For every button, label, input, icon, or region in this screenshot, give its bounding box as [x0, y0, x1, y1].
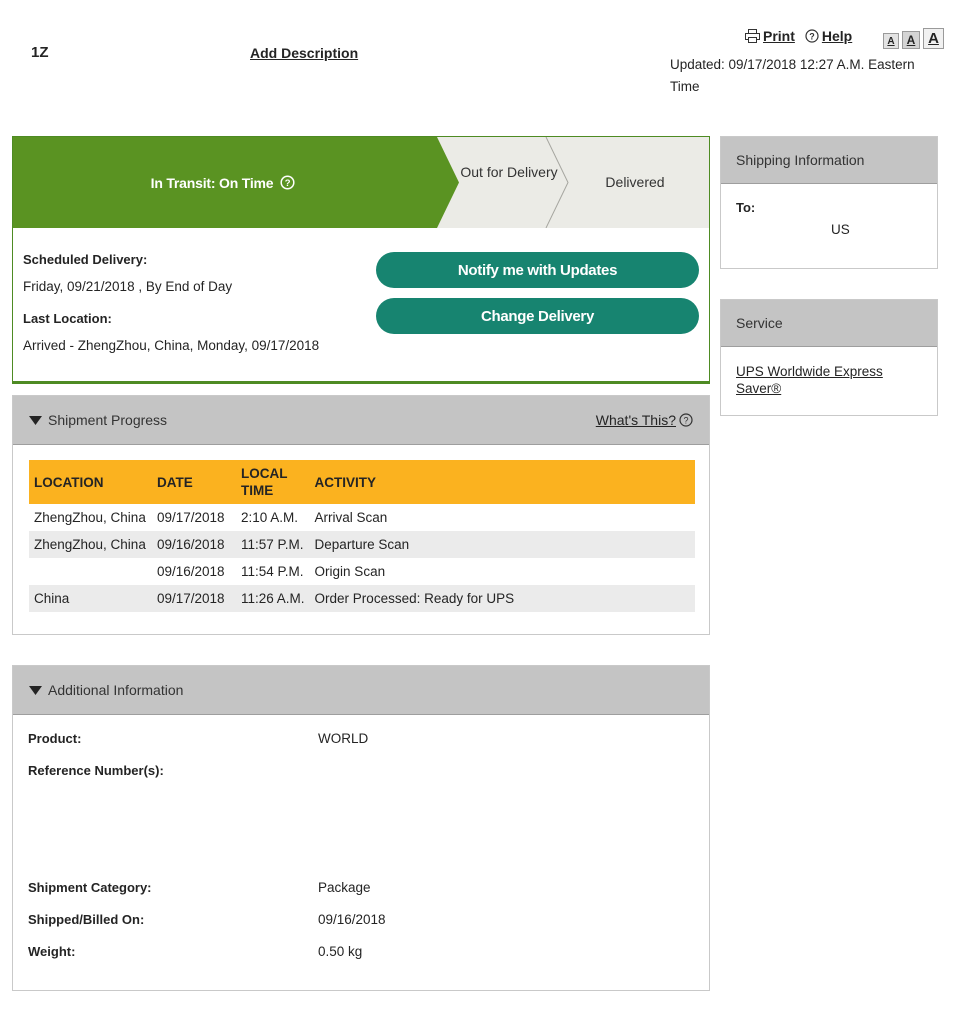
row-activity: Order Processed: Ready for UPS [310, 585, 695, 612]
row-location: ZhengZhou, China [34, 510, 146, 525]
help-icon [679, 413, 693, 427]
delivery-status-card [12, 136, 710, 384]
utility-links [745, 28, 862, 44]
row-date: 09/16/2018 [152, 531, 236, 558]
row-activity: Departure Scan [310, 531, 695, 558]
service-name-link[interactable]: UPS Worldwide Express Saver® [736, 364, 883, 396]
additional-information-header[interactable] [13, 666, 709, 715]
last-location-label: Last Location: [23, 311, 112, 326]
shipment-progress-header[interactable] [13, 396, 709, 445]
service-title: Service [721, 300, 937, 347]
last-location-value: Arrived - ZhengZhou, China, Monday, 09/17/2018 [23, 338, 320, 353]
shipping-information-panel [720, 136, 938, 269]
shipment-category-value: Package [318, 880, 371, 895]
svg-text:?: ? [809, 31, 815, 42]
svg-text:?: ? [683, 415, 689, 426]
ship-to-label: To: [736, 200, 756, 215]
updated-timestamp: Updated: 09/17/2018 12:27 A.M. Eastern Time [670, 57, 915, 94]
printer-icon [745, 29, 760, 43]
scheduled-delivery-value: Friday, 09/21/2018 , By End of Day [23, 279, 233, 294]
shipment-progress-table [29, 460, 695, 612]
info-icon[interactable] [280, 175, 295, 190]
collapse-triangle-icon[interactable] [29, 686, 42, 695]
product-label: Product: [28, 731, 82, 746]
column-header-activity: ACTIVITY [310, 460, 695, 504]
row-time: 11:54 P.M. [241, 564, 304, 579]
column-header-local-time: LOCAL TIME [236, 460, 310, 504]
row-date: 09/16/2018 [157, 564, 225, 579]
row-activity: Arrival Scan [314, 510, 388, 525]
tracking-number: 1Z [31, 44, 49, 61]
ship-to-country: US [831, 222, 850, 237]
notify-updates-button[interactable]: Notify me with Updates [376, 252, 699, 288]
weight-label: Weight: [28, 944, 76, 959]
table-header-row [29, 460, 695, 504]
print-label[interactable]: Print [763, 28, 795, 44]
column-header-date: DATE [152, 460, 236, 504]
reference-numbers-label: Reference Number(s): [28, 763, 164, 778]
font-size-medium-button[interactable]: A [902, 31, 920, 49]
help-icon [805, 29, 819, 43]
status-step-delivered: Delivered [605, 174, 665, 190]
help-label[interactable]: Help [821, 28, 853, 44]
shipped-billed-on-value: 09/16/2018 [318, 912, 386, 927]
row-time: 2:10 A.M. [241, 510, 299, 525]
whats-this-link[interactable] [596, 412, 693, 428]
font-size-small-button[interactable]: A [883, 33, 899, 49]
product-value: WORLD [318, 731, 369, 746]
status-progress-bar [13, 137, 709, 228]
row-time: 11:57 P.M. [236, 531, 310, 558]
add-description-link[interactable]: Add Description [250, 45, 359, 61]
shipment-progress-panel [12, 395, 710, 635]
whats-this-label[interactable]: What's This? [595, 412, 676, 428]
table-row [29, 585, 695, 612]
weight-value: 0.50 kg [318, 944, 363, 959]
print-link[interactable] [745, 28, 795, 44]
row-date: 09/17/2018 [152, 585, 236, 612]
additional-information-panel [12, 665, 710, 991]
table-row [29, 531, 695, 558]
row-date: 09/17/2018 [157, 510, 225, 525]
additional-information-title: Additional Information [48, 682, 184, 698]
font-size-large-button[interactable]: A [923, 28, 944, 49]
shipped-billed-on-label: Shipped/Billed On: [28, 912, 145, 927]
table-row [29, 504, 695, 531]
svg-text:?: ? [285, 178, 291, 190]
scheduled-delivery-label: Scheduled Delivery: [23, 252, 148, 267]
shipment-progress-title: Shipment Progress [48, 412, 168, 428]
row-location: China [29, 585, 152, 612]
column-header-location: LOCATION [29, 460, 152, 504]
collapse-triangle-icon[interactable] [29, 416, 42, 425]
row-location: ZhengZhou, China [29, 531, 152, 558]
service-panel [720, 299, 938, 416]
table-row [29, 558, 695, 585]
row-time: 11:26 A.M. [236, 585, 310, 612]
row-location [29, 558, 152, 585]
help-link[interactable] [805, 28, 852, 44]
current-step-label: In Transit: On Time [150, 174, 274, 191]
shipment-category-label: Shipment Category: [28, 880, 152, 895]
change-delivery-button[interactable]: Change Delivery [376, 298, 699, 334]
row-activity: Origin Scan [314, 564, 386, 579]
status-step-out-for-delivery: Out for Delivery [460, 164, 558, 180]
shipping-information-title: Shipping Information [721, 137, 937, 184]
font-size-controls [883, 28, 944, 49]
status-current-step [13, 137, 433, 228]
